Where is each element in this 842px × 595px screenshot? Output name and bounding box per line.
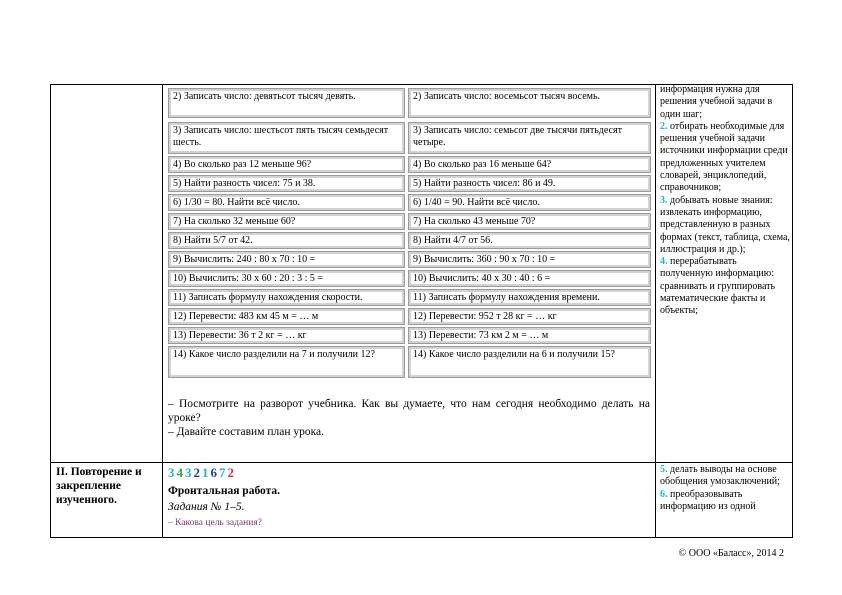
uud-item-5: 5. делать выводы на основе обобщения умозаключений; xyxy=(660,464,780,488)
task-cell-right: 11) Записать формулу нахождения времени. xyxy=(408,289,651,306)
teacher-question: – Посмотрите на разворот учебника. Как вы думаете, что нам сегодня необходимо делать на уроке? xyxy=(168,398,650,424)
task-cell-right: 2) Записать число: восемьсот тысяч восемь. xyxy=(408,88,651,118)
task-cell-left: 7) На сколько 32 меньше 60? xyxy=(168,213,405,230)
sequence-digit: 2 xyxy=(227,465,234,480)
task-cell-left: 6) 1/30 = 80. Найти всё число. xyxy=(168,194,405,211)
sequence-digit: 6 xyxy=(210,465,217,480)
uud-item-2: 2. отбирать необходимые для решения учебной задачи источники информации среди предложенных учителем словарей, энциклопедий, справочников; xyxy=(660,120,788,194)
uud-item-4: 4. перерабатывать полученную информацию: сравнивать и группировать математические факты и объекты; xyxy=(660,256,776,317)
task-cell-right: 13) Перевести: 73 км 2 м = … м xyxy=(408,327,651,344)
task-cell-left: 5) Найти разность чисел: 75 и 38. xyxy=(168,175,405,192)
stage-label: II. Повторение и закрепление изученного. xyxy=(56,466,142,506)
col-border-stage xyxy=(162,84,163,538)
task-cell-left: 8) Найти 5/7 от 42. xyxy=(168,232,405,249)
task-cell-right: 4) Во сколько раз 16 меньше 64? xyxy=(408,156,651,173)
task-cell-right: 8) Найти 4/7 от 56. xyxy=(408,232,651,249)
copyright-footer: © ООО «Баласс», 2014 2 xyxy=(678,548,784,559)
task-cell-left: 14) Какое число разделили на 7 и получили 12? xyxy=(168,346,405,378)
task-cell-right: 10) Вычислить: 40 х 30 : 40 : 6 = xyxy=(408,270,651,287)
col-border-content xyxy=(655,84,656,538)
task-cell-right: 3) Записать число: семьсот две тысячи пятьдесят четыре. xyxy=(408,122,651,154)
task-cell-right: 9) Вычислить: 360 : 90 х 70 : 10 = xyxy=(408,251,651,268)
uud-item-3: 3. добывать новые знания: извлекать информацию, представленную в разных формах (текст, таблица, схема, иллюстрация и др.); xyxy=(660,194,790,255)
frontal-work-heading: Фронтальная работа. xyxy=(168,485,281,497)
task-cell-right: 6) 1/40 = 90. Найти всё число. xyxy=(408,194,651,211)
col-border-left xyxy=(50,84,51,538)
color-sequence xyxy=(168,464,236,482)
task-cell-left: 12) Перевести: 483 км 45 м = … м xyxy=(168,308,405,325)
sequence-digit: 2 xyxy=(193,465,200,480)
sequence-digit: 3 xyxy=(168,465,175,480)
task-cell-right: 12) Перевести: 952 т 28 кг = … кг xyxy=(408,308,651,325)
task-cell-left: 2) Записать число: девятьсот тысяч девять. xyxy=(168,88,405,118)
task-cell-right: 7) На сколько 43 меньше 70? xyxy=(408,213,651,230)
task-cell-right: 5) Найти разность чисел: 86 и 49. xyxy=(408,175,651,192)
uud-item-1: информация нужна для решения учебной задачи в один шаг; xyxy=(660,84,773,120)
sequence-digit: 3 xyxy=(185,465,192,480)
task-cell-left: 4) Во сколько раз 12 меньше 96? xyxy=(168,156,405,173)
uud-list-bottom xyxy=(660,464,790,513)
task-cell-right: 14) Какое число разделили на 6 и получили 15? xyxy=(408,346,651,378)
task-cell-left: 9) Вычислить: 240 : 80 х 70 : 10 = xyxy=(168,251,405,268)
goal-question: – Какова цель задания? xyxy=(168,518,262,528)
task-cell-left: 11) Записать формулу нахождения скорости. xyxy=(168,289,405,306)
sequence-digit: 7 xyxy=(219,465,226,480)
col-border-right xyxy=(792,84,793,538)
sequence-digit: 1 xyxy=(202,465,209,480)
uud-list-top xyxy=(660,84,790,318)
task-cell-left: 3) Записать число: шестьсот пять тысяч семьдесят шесть. xyxy=(168,122,405,154)
teacher-plan: – Давайте составим план урока. xyxy=(168,426,325,438)
task-cell-left: 10) Вычислить: 30 х 60 : 20 : 3 : 5 = xyxy=(168,270,405,287)
task-cell-left: 13) Перевести: 36 т 2 кг = … кг xyxy=(168,327,405,344)
tasks-reference: Задания № 1–5. xyxy=(168,501,245,513)
lesson-dialog xyxy=(168,397,650,439)
uud-item-6: 6. преобразовывать информацию из одной xyxy=(660,488,756,512)
sequence-digit: 4 xyxy=(176,465,183,480)
